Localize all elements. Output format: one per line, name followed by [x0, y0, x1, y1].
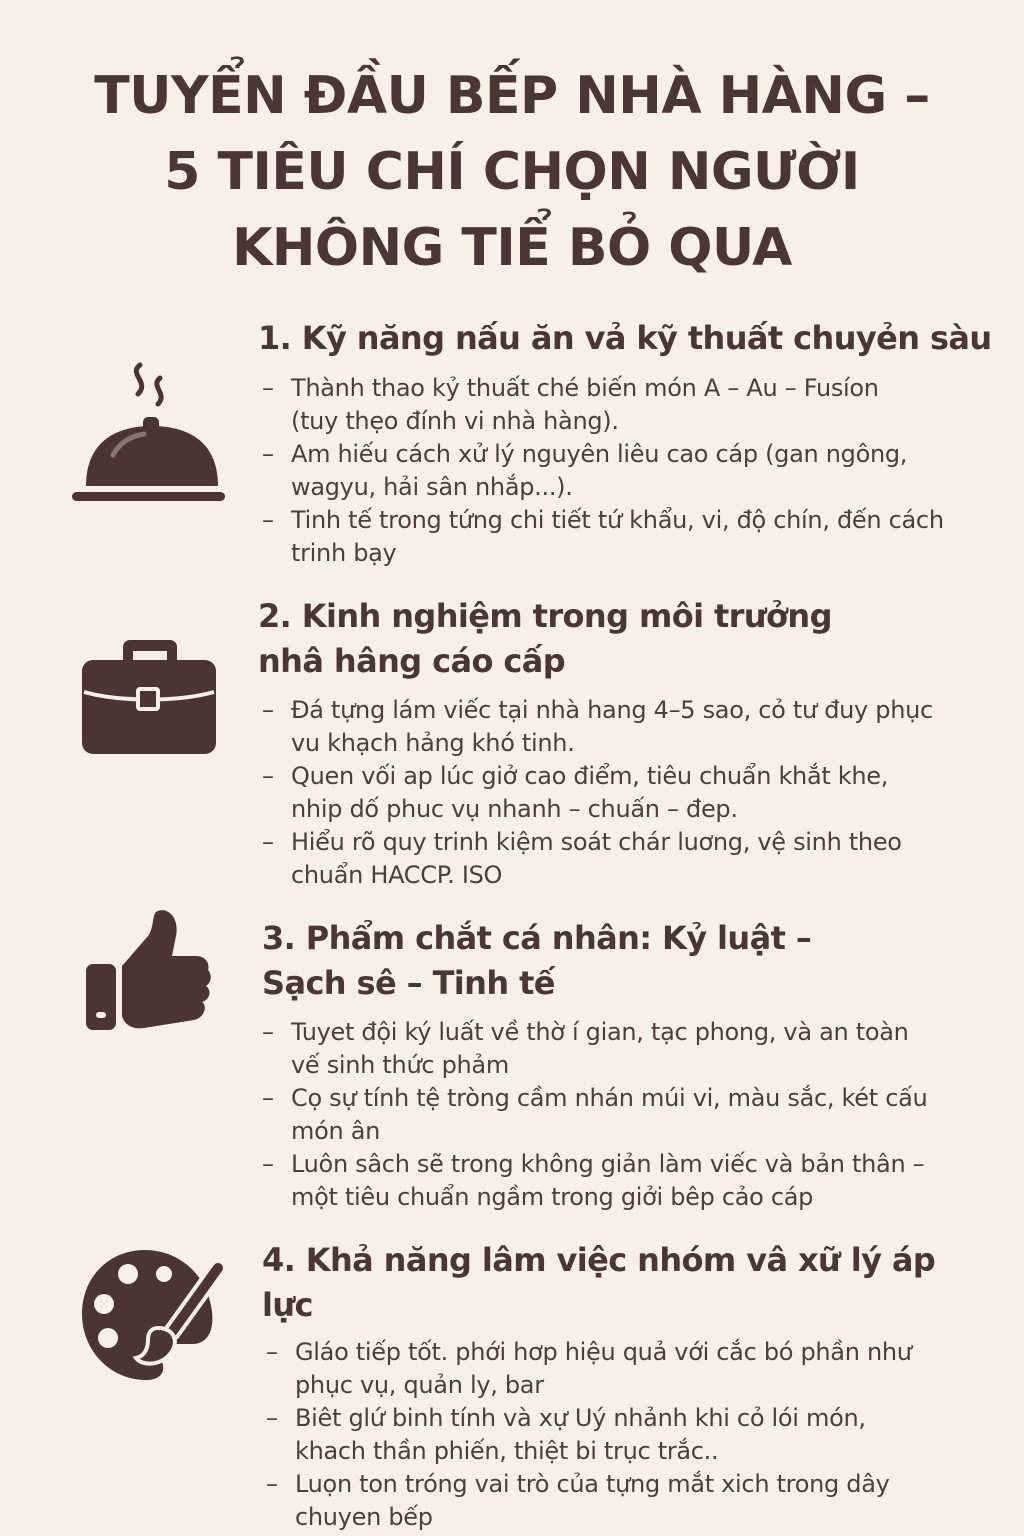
bullet-item: – Quen vối ap lúc giở cao điểm, tiêu chuẩn khắt khe, nhip dố phuc vụ nhanh – chuấn – đep.: [262, 760, 992, 826]
bullet-item: – Luôn sâch sẽ trong không giản làm viếc và bản thân – một tiêu chuẩn ngầm trong giởi bêp cảo cáp: [262, 1148, 992, 1214]
criterion-1-heading: 1. Kỹ năng nấu ăn vả kỹ thuất chuyẻn sàu: [258, 319, 992, 357]
criterion-1-bullets: [262, 372, 992, 570]
bullet-item: – Hiểu rõ quy trinh kiệm soát chár luơng, vệ sinh theo chuẩn HACCP. ISO: [262, 826, 992, 892]
bullet-item: – Am hiếu cách xử lý nguyên liêu cao cáp (gan ngông, wagyu, hải sân nhắp...).: [262, 438, 992, 504]
title-line: KHÔNG TIỂ BỎ QUA: [232, 218, 792, 278]
criterion-4-heading: 4. Khả năng lâm việc nhóm vâ xữ lý áp lực: [262, 1241, 936, 1324]
thumbs-up-icon: [84, 906, 214, 1036]
criterion-4-bullets: [266, 1336, 996, 1534]
criterion-2-heading: 2. Kinh nghiệm trong môi trưởng nhâ hâng cáo cấp: [258, 597, 832, 680]
bullet-item: – Tinh tế trong tứng chi tiết tứ khẩu, vi, độ chín, đến cách trinh bạy: [262, 504, 992, 570]
bullet-item: – Gláo tiếp tốt. phới hơp hiệu quả với cắc bó phần như phục vụ, quản ly, bar: [266, 1336, 996, 1402]
title-line: 5 TIÊU CHÍ CHỌN NGƯỜI: [164, 142, 860, 202]
criterion-3-heading: 3. Phẩm chắt cá nhân: Kỷ luật – Sạch sê – Tinh tế: [262, 919, 812, 1002]
bullet-item: – Tuyet đội ký luất về thờ í gian, tạc phong, và an toàn vế sinh thức phảm: [262, 1016, 992, 1082]
bullet-item: – Cọ sự tính tệ tròng cầm nhán múi vi, màu sắc, két cấu món ân: [262, 1082, 992, 1148]
bullet-item: – Thành thao kỷ thuất ché biến món A – Au – Fusíon (tuy thẹo đính vi nhà hàng).: [262, 372, 992, 438]
cloche-icon: [68, 360, 238, 510]
briefcase-icon: [80, 636, 220, 756]
bullet-item: – Đá tựng lám viếc tại nhà hang 4–5 sao, cỏ tư đuy phục vu khạch hảng khó tinh.: [262, 694, 992, 760]
criterion-3-bullets: [262, 1016, 992, 1214]
criterion-2-bullets: [262, 694, 992, 892]
title-line: TUYỂN ĐẦU BẾP NHÀ HÀNG –: [94, 66, 930, 126]
bullet-item: – Luọn ton tróng vai trò của tựng mắt xich trong dây chuyen bếp: [266, 1468, 996, 1534]
page-title: [40, 58, 984, 286]
palette-icon: [80, 1246, 230, 1386]
bullet-item: – Biêt glứ binh tính và xự Uý nhảnh khi cỏ lói món, khach thần phiến, thiệt bi trục trắc..: [266, 1402, 996, 1468]
